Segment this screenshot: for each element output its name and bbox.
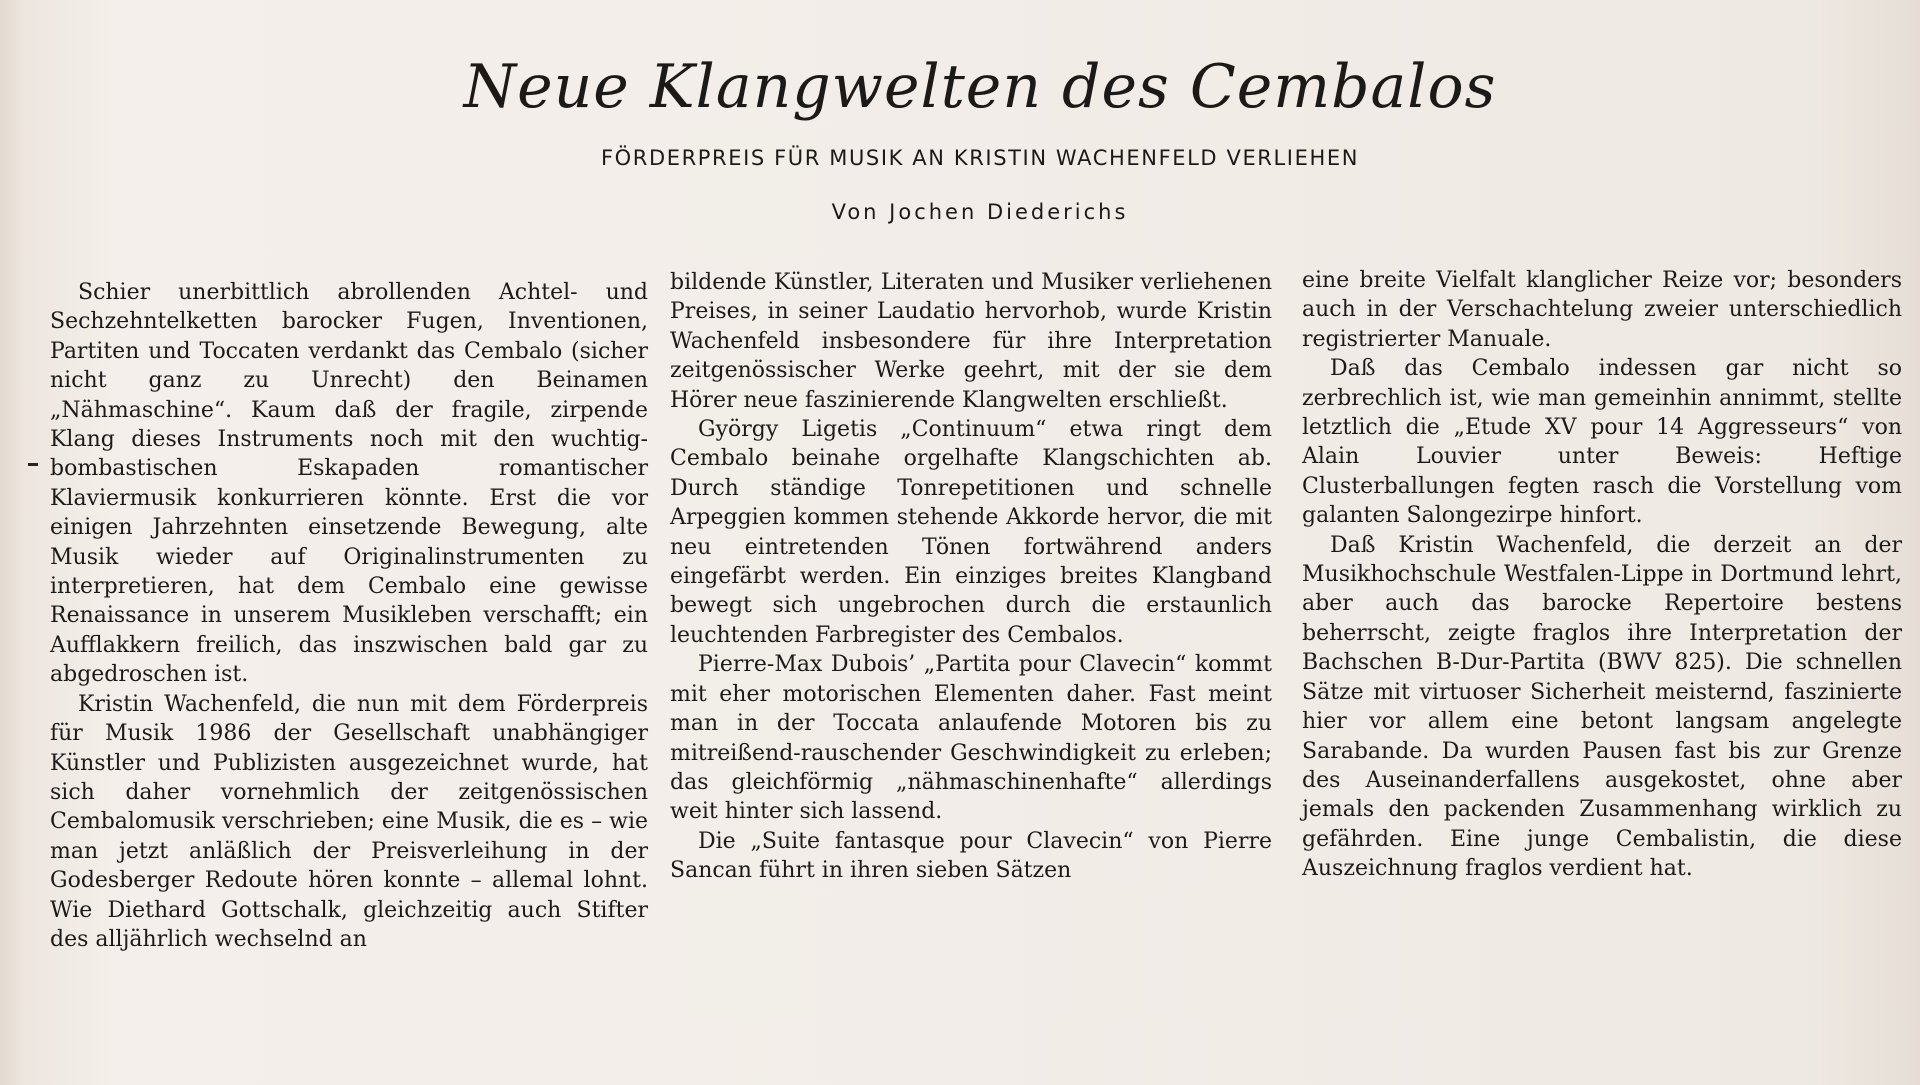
- margin-pencil-mark: [28, 463, 38, 466]
- paragraph: Die „Suite fantasque pour Clavecin“ von Pierre Sancan führt in ihren sieben Sätzen: [670, 828, 1272, 884]
- article-subtitle: FÖRDERPREIS FÜR MUSIK AN KRISTIN WACHENFELD VERLIEHEN: [600, 146, 1360, 170]
- paragraph: György Ligetis „Continuum“ etwa ringt dem Cembalo beinahe orgelhafte Klangschichten ab. Durch ständige Tonrepetitionen und schnelle Arpeggien kommen stehende Akkorde hervor, die mit neu eintretenden Tönen fortwährend anders eingefärbt werden. Ein einziges breites Klangband bewegt sich ungebrochen durch die erstaunlich leuchtenden Farbregister des Cembalos.: [670, 417, 1272, 648]
- text-column-2: [670, 268, 1272, 886]
- paragraph: bildende Künstler, Literaten und Musiker verliehenen Preises, in seiner Laudatio hervorhob, wurde Kristin Wachenfeld insbesondere für ihre Interpretation zeitgenössischer Werke geehrt, mit der sie dem Hörer neue faszinierende Klangwelten erschließt.: [670, 270, 1272, 413]
- text-column-3: [1302, 266, 1902, 884]
- paragraph: Daß das Cembalo indessen gar nicht so zerbrechlich ist, wie man gemeinhin annimmt, stellte letztlich die „Etude XV pour 14 Aggresseurs“ von Alain Louvier unter Beweis: Heftige Clusterballungen fegten rasch die Vorstellung vom galanten Salongezirpe hinfort.: [1302, 356, 1902, 529]
- paragraph: Pierre-Max Dubois’ „Partita pour Clavecin“ kommt mit eher motorischen Elementen daher. Fast meint man in der Toccata anlaufende Motoren bis zu mitreißend-rauschender Geschwindigkeit zu erleben; das gleichförmig „nähmaschinenhafte“ allerdings weit hinter sich lassend.: [670, 652, 1272, 825]
- article-title: Neue Klangwelten des Cembalos: [463, 52, 1497, 122]
- paragraph: Daß Kristin Wachenfeld, die derzeit an der Musikhochschule Westfalen-Lippe in Dortmund lehrt, aber auch das barocke Repertoire bestens beherrscht, zeigte fraglos ihre Interpretation der Bachschen B-Dur-Partita (BWV 825). Die schnellen Sätze mit virtuoser Sicherheit meisternd, faszinierte hier vor allem eine betont langsam angelegte Sarabande. Da wurden Pausen fast bis zur Grenze des Auseinanderfallens ausgekostet, ohne aber jemals den packenden Zusammenhang wirklich zu gefährden. Eine junge Cembalistin, die diese Auszeichnung fraglos verdient hat.: [1302, 532, 1902, 882]
- article-byline: Von Jochen Diederichs: [831, 200, 1129, 224]
- paragraph: eine breite Vielfalt klanglicher Reize vor; besonders auch in der Verschachtelung zweier unterschiedlich registrierter Manuale.: [1302, 268, 1902, 352]
- paragraph: Schier unerbittlich abrollenden Achtel- und Sechzehntelketten barocker Fugen, Inventionen, Partiten und Toccaten verdankt das Cembalo (sicher nicht ganz zu Unrecht) den Beinamen „Nähmaschine“. Kaum daß der fragile, zirpende Klang dieses Instruments noch mit den wuchtig-bombastischen Eskapaden romantischer Klaviermusik konkurrieren könnte. Erst die vor einigen Jahrzehnten einsetzende Bewegung, alte Musik wieder auf Originalinstrumenten zu interpretieren, hat dem Cembalo eine gewisse Renaissance in unserem Musikleben verschafft; ein Aufflakkern freilich, das inszwischen bald gar zu abgedroschen ist.: [50, 280, 648, 688]
- text-column-1: [50, 278, 648, 954]
- paragraph: Kristin Wachenfeld, die nun mit dem Förderpreis für Musik 1986 der Gesellschaft unabhängiger Künstler und Publizisten ausgezeichnet wurde, hat sich daher vornehmlich der zeitgenössischen Cembalomusik verschrieben; eine Musik, die es – wie man jetzt anläßlich der Preisverleihung in der Godesberger Redoute hören konnte – allemal lohnt. Wie Diethard Gottschalk, gleichzeitig auch Stifter des alljährlich wechselnd an: [50, 691, 648, 952]
